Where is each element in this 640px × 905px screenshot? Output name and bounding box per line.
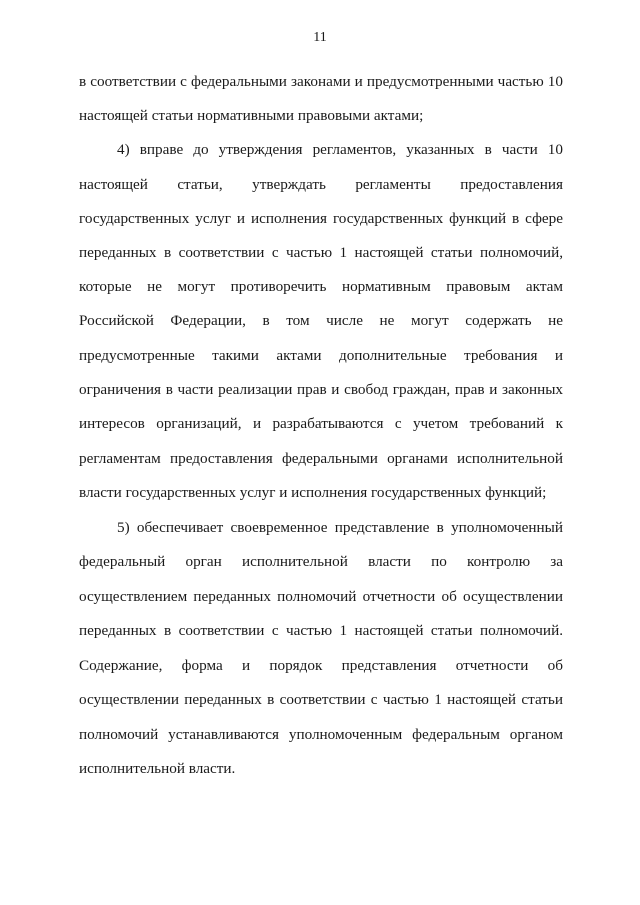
text-line: которые не могут противоречить нормативным правовым актам <box>79 278 563 295</box>
text-line: настоящей статьи нормативными правовыми актами; <box>79 107 424 124</box>
text-line: Российской Федерации, в том числе не могут содержать не <box>79 312 563 329</box>
text-line: переданных в соответствии с частью 1 настоящей статьи полномочий. <box>79 622 563 639</box>
text-line: 4) вправе до утверждения регламентов, указанных в части 10 <box>117 141 563 158</box>
text-line: регламентам предоставления федеральными органами исполнительной <box>79 450 563 467</box>
text-line: ограничения в части реализации прав и свобод граждан, прав и законных <box>79 381 563 398</box>
text-line: осуществлении переданных в соответствии с частью 1 настоящей статьи <box>79 691 563 708</box>
text-line: власти государственных услуг и исполнения государственных функций; <box>79 484 547 501</box>
text-line: исполнительной власти. <box>79 760 236 777</box>
text-line: предусмотренные такими актами дополнительные требования и <box>79 347 563 364</box>
text-line: Содержание, форма и порядок представления отчетности об <box>79 657 563 674</box>
text-line: государственных услуг и исполнения государственных функций в сфере <box>79 210 563 227</box>
text-line: в соответствии с федеральными законами и предусмотренными частью 10 <box>79 73 563 90</box>
text-line: полномочий устанавливаются уполномоченным федеральным органом <box>79 726 563 743</box>
page-number: 11 <box>313 30 327 45</box>
text-line: осуществлением переданных полномочий отчетности об осуществлении <box>79 588 563 605</box>
text-line: 5) обеспечивает своевременное представление в уполномоченный <box>117 519 563 536</box>
text-line: переданных в соответствии с частью 1 настоящей статьи полномочий, <box>79 244 563 261</box>
text-line: интересов организаций, и разрабатываются с учетом требований к <box>79 415 563 432</box>
text-line: настоящей статьи, утверждать регламенты предоставления <box>79 176 563 193</box>
text-line: федеральный орган исполнительной власти по контролю за <box>79 553 563 570</box>
